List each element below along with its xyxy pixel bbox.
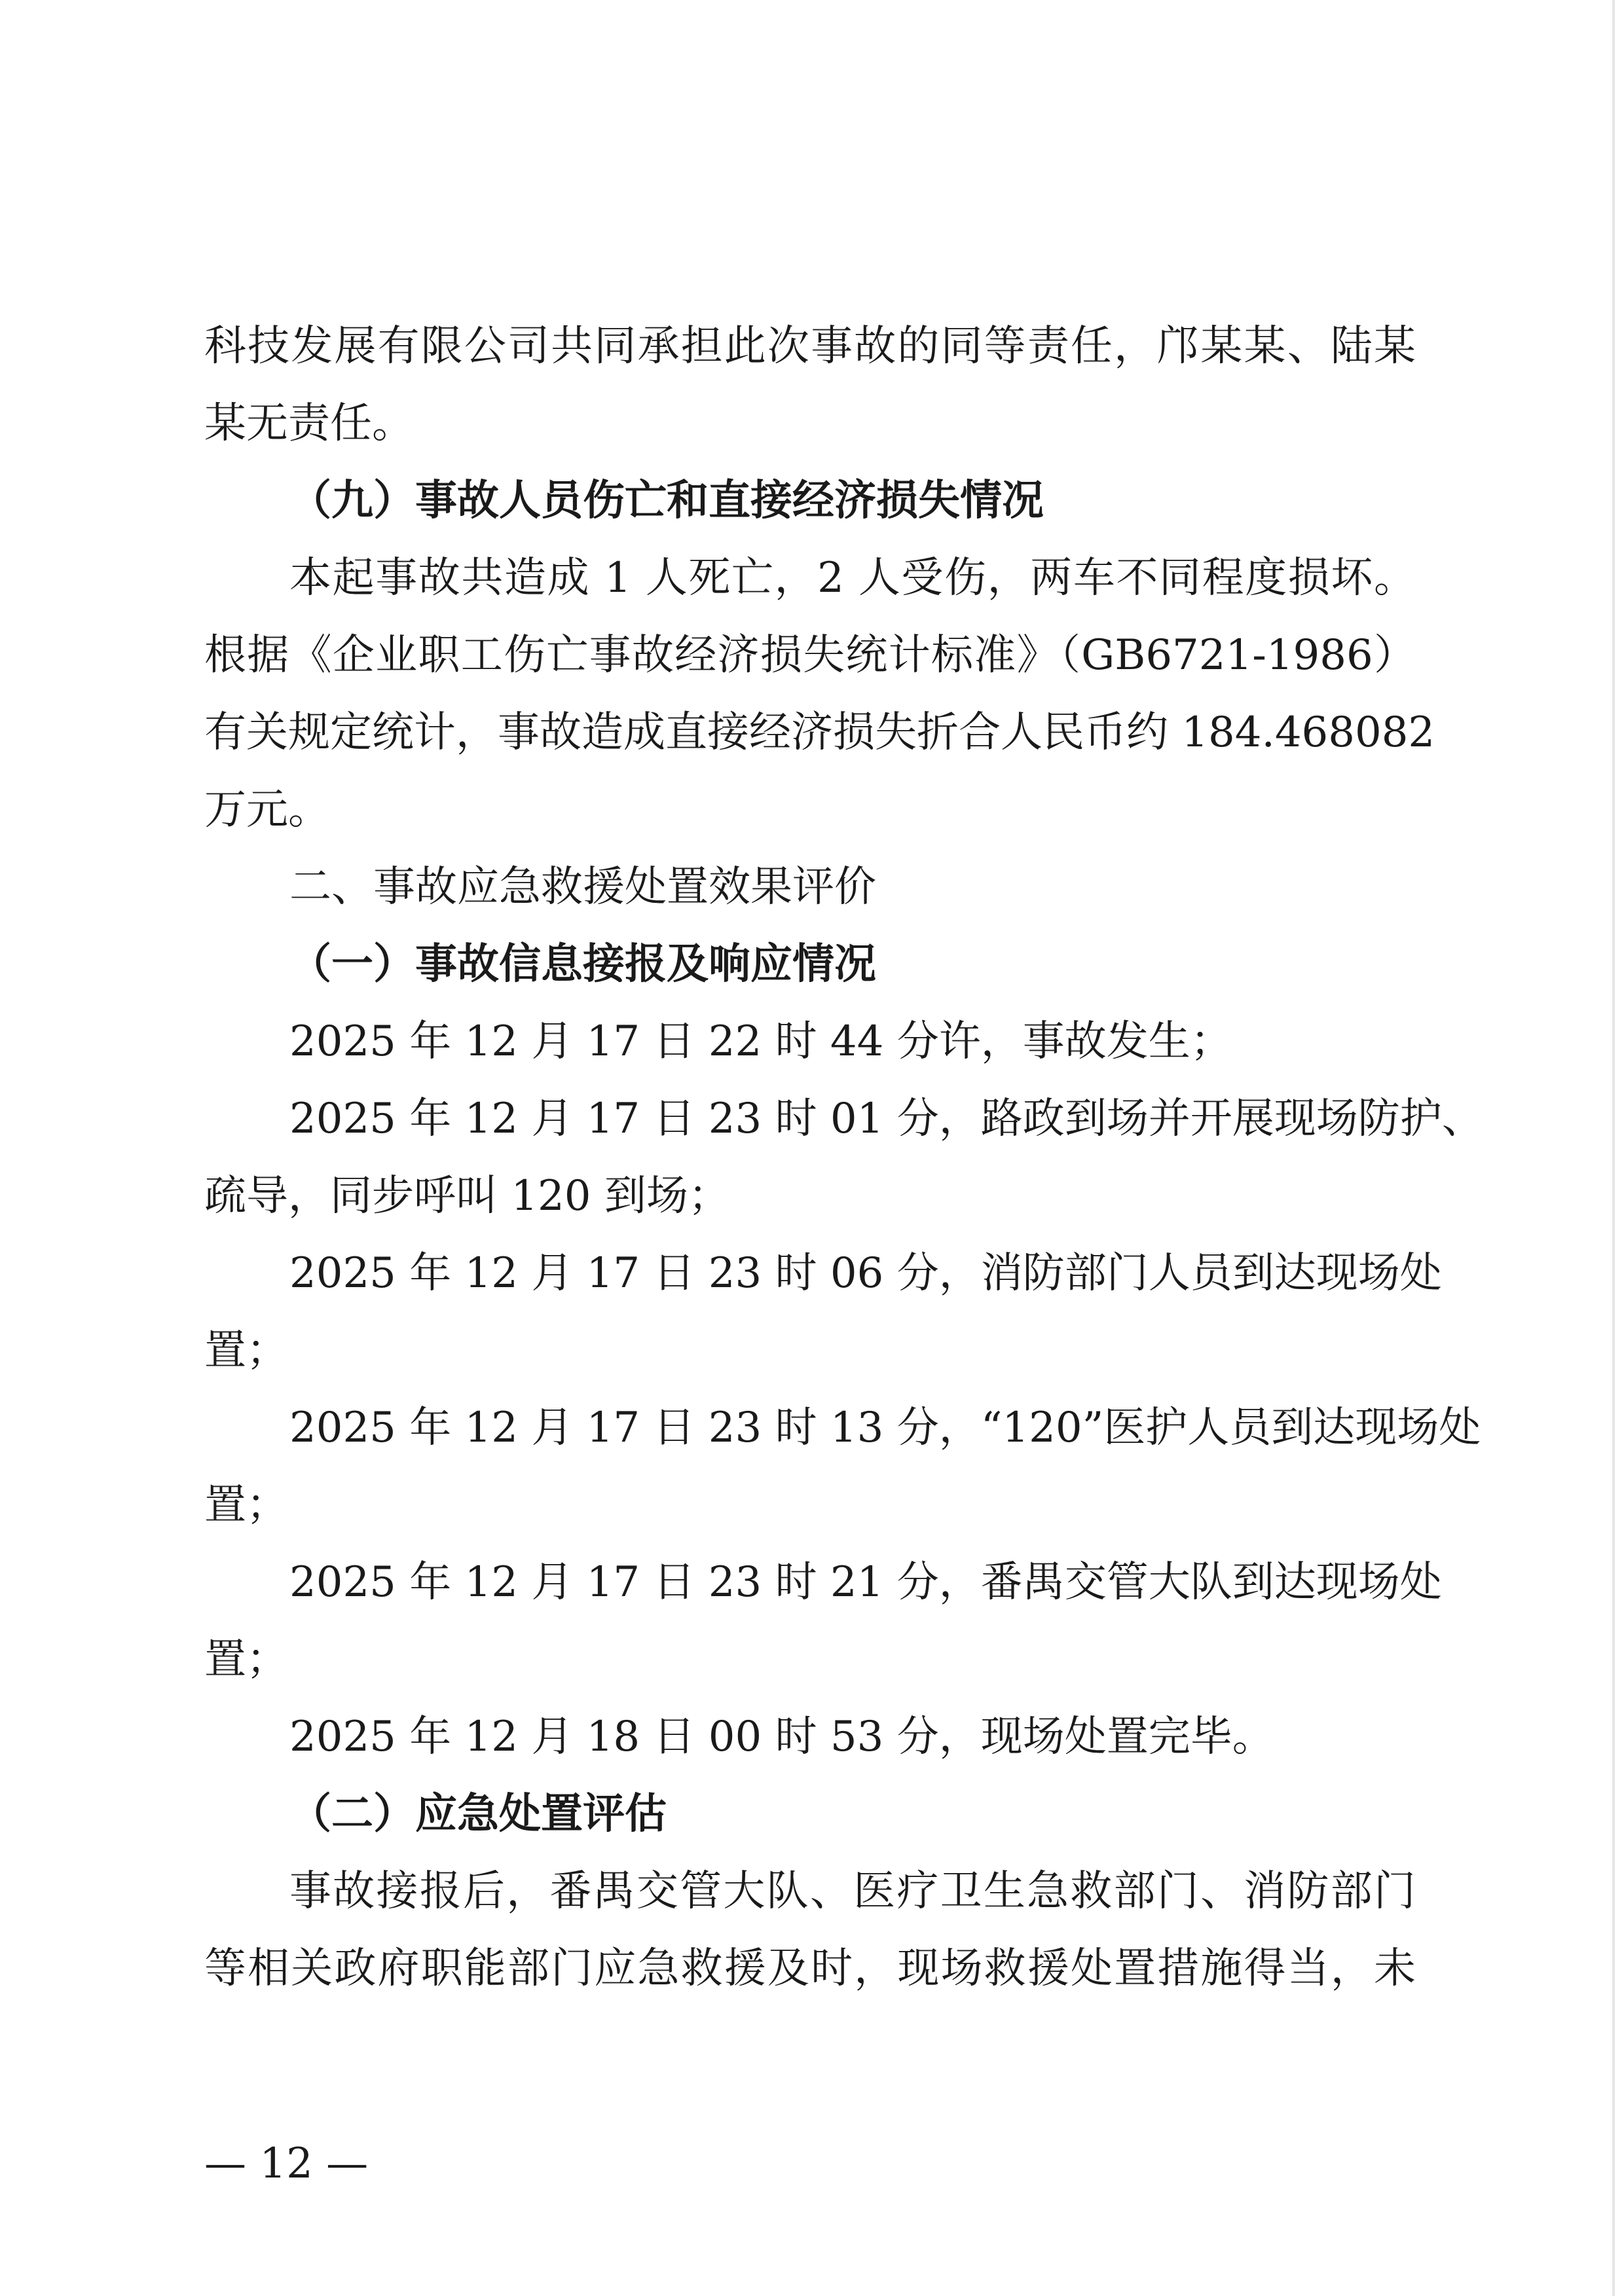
body-line-21: 事故接报后，番禺交管大队、医疗卫生急救部门、消防部门: [289, 1867, 1416, 1916]
body-line-2: 某无责任。: [204, 399, 414, 448]
timeline-entry-3-cont: 置；: [204, 1326, 288, 1375]
body-line-6: 有关规定统计，事故造成直接经济损失折合人民币约 184.468082: [204, 708, 1435, 757]
section-title-2: 二、事故应急救援处置效果评价: [289, 863, 876, 911]
document-body: [204, 308, 1484, 2007]
timeline-entry-3: 2025 年 12 月 17 日 23 时 06 分，消防部门人员到达现场处: [289, 1249, 1442, 1298]
page-number: — 12 —: [204, 2140, 369, 2188]
timeline-entry-4: 2025 年 12 月 17 日 23 时 13 分，“120”医护人员到达现场处: [289, 1404, 1481, 1452]
subsection-heading-1: （一）事故信息接报及响应情况: [289, 939, 876, 989]
body-line-1: 科技发展有限公司共同承担此次事故的同等责任，邝某某、陆某: [204, 322, 1416, 371]
timeline-entry-2: 2025 年 12 月 17 日 23 时 01 分，路政到场并开展现场防护、: [289, 1095, 1484, 1143]
subsection-heading-2: （二）应急处置评估: [289, 1789, 667, 1838]
body-line-4: 本起事故共造成 1 人死亡，2 人受伤，两车不同程度损坏。: [289, 554, 1416, 602]
timeline-entry-4-cont: 置；: [204, 1481, 288, 1529]
body-line-7: 万元。: [204, 786, 330, 834]
body-line-5: 根据《企业职工伤亡事故经济损失统计标准》（GB6721-1986）: [204, 631, 1416, 680]
timeline-entry-5: 2025 年 12 月 17 日 23 时 21 分，番禺交管大队到达现场处: [289, 1558, 1442, 1607]
section-heading-9: （九）事故人员伤亡和直接经济损失情况: [289, 476, 1044, 525]
body-line-22: 等相关政府职能部门应急救援及时，现场救援处置措施得当，未: [204, 1944, 1416, 1993]
timeline-entry-1: 2025 年 12 月 17 日 22 时 44 分许，事故发生；: [289, 1017, 1232, 1066]
timeline-entry-5-cont: 置；: [204, 1635, 288, 1684]
page-edge-line: [1612, 0, 1615, 2296]
timeline-entry-6: 2025 年 12 月 18 日 00 时 53 分，现场处置完毕。: [289, 1713, 1274, 1761]
timeline-entry-2-cont: 疏导，同步呼叫 120 到场；: [204, 1172, 730, 1220]
